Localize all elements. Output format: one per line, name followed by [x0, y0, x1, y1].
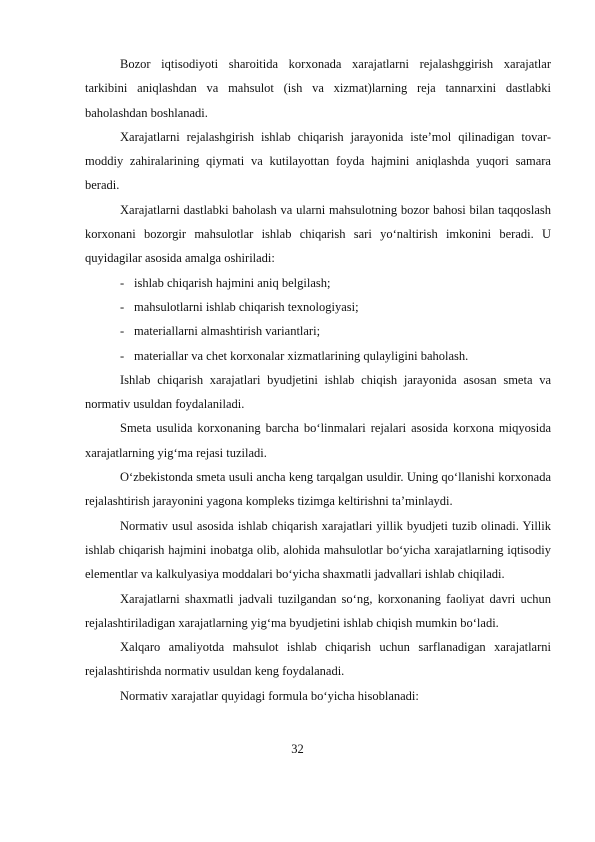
- list-bullet-dash: -: [120, 275, 125, 290]
- list-item-text: materiallar va chet korxonalar xizmatlarining qulayligini baholash.: [134, 348, 469, 363]
- paragraph-budget-methods: Ishlab chiqarish xarajatlari byudjetini ishlab chiqish jarayonida asosan smeta va normativ usuldan foydalaniladi.: [85, 372, 551, 412]
- paragraph-preliminary-estimate: Xarajatlarni dastlabki baholash va ularni mahsulotning bozor bahosi bilan taqqoslash korxonani bozorgir mahsulotlar ishlab chiqarish sari yo‘naltirish imkonini beradi. U quyidagilar asosida amalga oshiriladi:: [85, 202, 551, 266]
- page-number: 32: [291, 742, 304, 756]
- list-item-text: mahsulotlarni ishlab chiqarish texnologiyasi;: [134, 299, 359, 314]
- page-body: [85, 52, 551, 708]
- paragraph-normative-method: Normativ usul asosida ishlab chiqarish xarajatlari yillik byudjeti tuzib olinadi. Yillik ishlab chiqarish hajmini inobatga olib, alohida mahsulotlar bo‘yicha xarajatlarning iqtisodiy elementlar va kalkulyasiya moddalari bo‘yicha shaxmatli jadvallari ishlab chiqiladi.: [85, 518, 551, 582]
- list-bullet-dash: -: [120, 324, 125, 339]
- paragraph-estimate-method: Smeta usulida korxonaning barcha bo‘linmalari rejalari asosida korxona miqyosida xarajatlarning yig‘ma rejasi tuziladi.: [85, 421, 551, 460]
- paragraph-international-practice: Xalqaro amaliyotda mahsulot ishlab chiqarish uchun sarflanadigan xarajatlarni rejalashtirishda normativ usuldan keng foydalanadi.: [85, 640, 551, 679]
- paragraph-cost-planning-intro: Bozor iqtisodiyoti sharoitida korxonada xarajatlarni rejalashggirish xarajatlar tarkibini aniqlashdan va mahsulot (ish va xizmat)larning reja tannarxini dastlabki baholashdan boshlanadi.: [85, 57, 551, 120]
- paragraph-planning-efficiency: Xarajatlarni rejalashgirish ishlab chiqarish jarayonida iste’mol qilinadigan tovar-moddiy zahiralarining qiymati va kutilayottan foyda hajmini aniqlashda yuqori samara beradi.: [85, 129, 551, 193]
- criteria-list: [85, 271, 551, 368]
- list-item: [85, 344, 551, 368]
- list-bullet-dash: -: [120, 348, 125, 363]
- paragraph-chess-table: Xarajatlarni shaxmatli jadvali tuzilgandan so‘ng, korxonaning faoliyat davri uchun rejalashtiriladigan xarajatlarning yig‘ma byudjetini ishlab chiqish mumkin bo‘ladi.: [85, 591, 551, 630]
- list-item: [85, 295, 551, 319]
- paragraph-uzbekistan-practice: O‘zbekistonda smeta usuli ancha keng tarqalgan usuldir. Uning qo‘llanishi korxonada rejalashtirish jarayonini yagona kompleks tizimga keltirishni ta’minlaydi.: [85, 470, 551, 509]
- list-item: [85, 319, 551, 343]
- list-item-text: materiallarni almashtirish variantlari;: [134, 324, 321, 339]
- list-item: [85, 271, 551, 295]
- paragraph-formula-intro: Normativ xarajatlar quyidagi formula bo‘yicha hisoblanadi:: [120, 688, 419, 703]
- list-bullet-dash: -: [120, 299, 125, 314]
- list-item-text: ishlab chiqarish hajmini aniq belgilash;: [134, 275, 331, 290]
